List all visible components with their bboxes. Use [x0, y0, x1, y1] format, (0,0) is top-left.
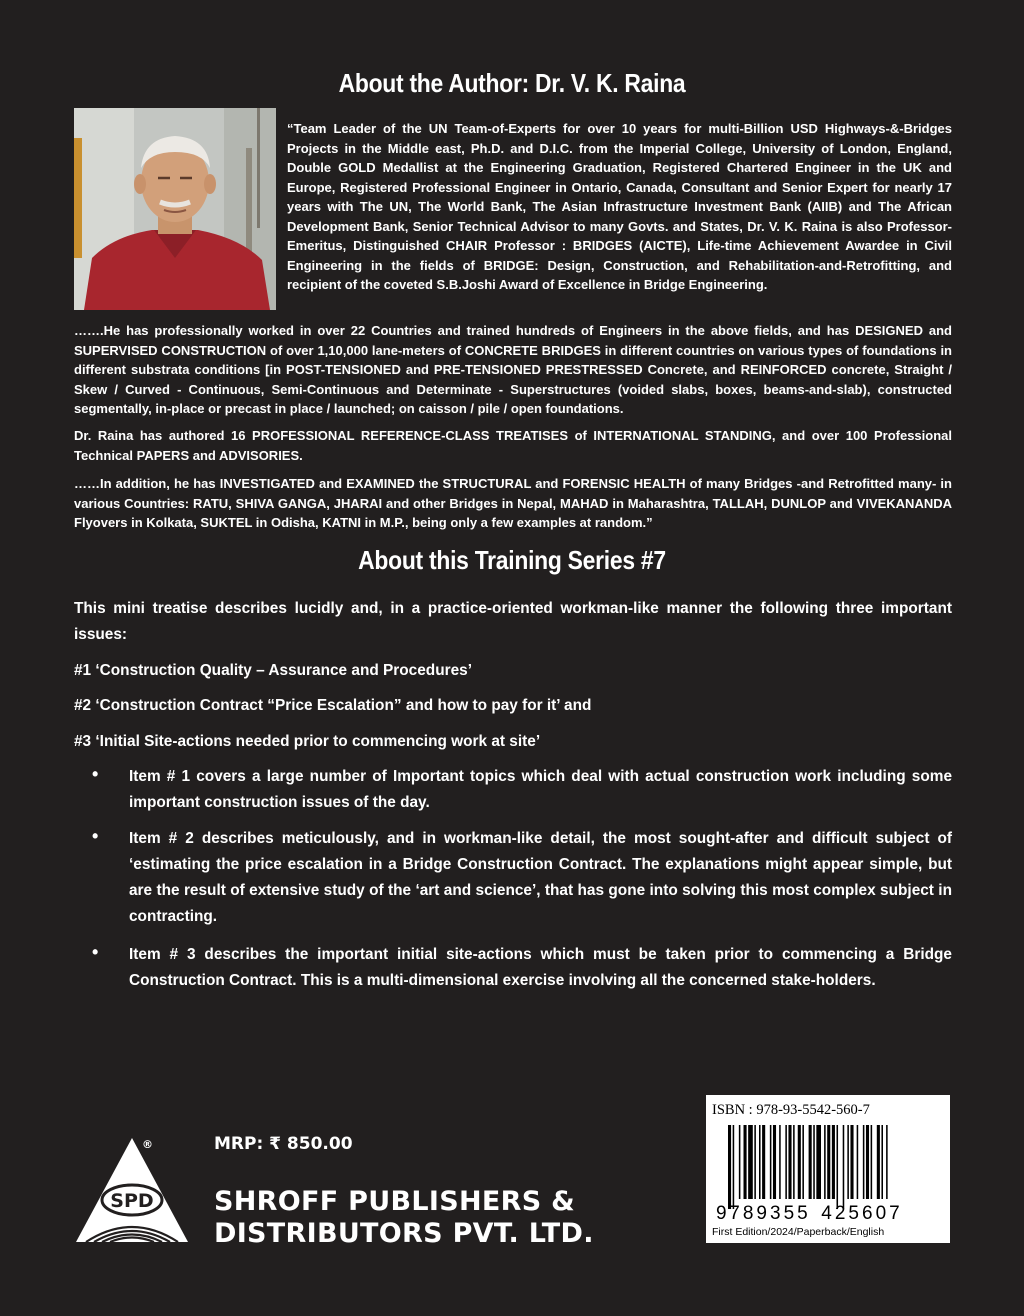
series-intro: This mini treatise describes lucidly and, in a practice-oriented workman-like manner the following three important issues:	[74, 600, 952, 643]
barcode-bar	[866, 1125, 869, 1199]
barcode-bar	[733, 1125, 735, 1209]
author-photo	[74, 108, 276, 310]
author-heading: About the Author: Dr. V. K. Raina	[338, 68, 686, 98]
barcode-bar	[770, 1125, 772, 1199]
barcode-bar	[816, 1125, 821, 1199]
barcode-bar	[779, 1125, 781, 1199]
barcode-bar	[739, 1125, 741, 1199]
spd-logo	[72, 1134, 192, 1246]
barcode-bar	[813, 1125, 815, 1199]
barcode-bar	[754, 1125, 756, 1199]
barcode-digits-left: 789355	[729, 1203, 811, 1224]
spd-logo-icon	[72, 1134, 192, 1246]
barcode-bar	[744, 1125, 747, 1199]
series-bullet-3: Item # 3 describes the important initial site-actions which must be taken prior to commencing a Bridge Construction Contract. This is a multi-dimensional exercise involving all the concerned stake-holders.	[129, 946, 952, 989]
series-bullet-2: Item # 2 describes meticulously, and in workman-like detail, the most sought-after and difficult subject of ‘estimating the price escalation in a Bridge Construction Contract. The explanations might appear simple, but are the result of extensive study of the ‘art and science’, that has gone into solving this most complex subject in contracting.	[129, 830, 952, 925]
series-heading: About this Training Series #7	[358, 545, 666, 575]
publisher-name-line-2: DISTRIBUTORS PVT. LTD.	[214, 1218, 594, 1249]
bullet-marker: •	[92, 826, 99, 846]
barcode-bar	[762, 1125, 765, 1199]
barcode-bar	[843, 1125, 845, 1209]
bio-text-3: Dr. Raina has authored 16 PROFESSIONAL REFERENCE-CLASS TREATISES of INTERNATIONAL STANDING, and over 100 Professional Technical PAPERS and ADVISORIES.	[74, 428, 952, 463]
barcode-bar	[871, 1125, 873, 1199]
publisher-name-line-1: SHROFF PUBLISHERS &	[214, 1186, 575, 1217]
barcode-bar	[827, 1125, 830, 1199]
series-item-2: #2 ‘Construction Contract “Price Escalation” and how to pay for it’ and	[74, 697, 592, 714]
bio-text-2: …….He has professionally worked in over 22 Countries and trained hundreds of Engineers in the above fields, and has DESIGNED and SUPERVISED CONSTRUCTION of over 1,10,000 lane-meters of CONCRETE BRIDGES in different countries on various types of foundations in different substrata conditions [in POST-TENSIONED and PRE-TENSIONED PRESTRESSED Concrete, and REINFORCED concrete, Straight / Skew / Curved - Continuous, Semi-Continuous and Determinate - Superstructures (voided slabs, boxes, beams-and-slab), constructed segmentally, in-place or precast in place / launched; on caisson / pile / open foundations.	[74, 323, 952, 416]
edition-info: First Edition/2024/Paperback/English	[712, 1226, 885, 1238]
barcode-bar	[824, 1125, 826, 1199]
barcode-bar	[773, 1125, 776, 1199]
barcode-bar	[832, 1125, 835, 1199]
barcode-bar	[748, 1125, 753, 1199]
spd-logo-text: SPD	[110, 1190, 154, 1212]
barcode-bar	[863, 1125, 865, 1199]
barcode-bar	[857, 1125, 859, 1199]
barcode-digits-right: 425607	[821, 1203, 903, 1224]
series-item-1: #1 ‘Construction Quality – Assurance and Procedures’	[74, 662, 472, 679]
series-bullet-1: Item # 1 covers a large number of Important topics which deal with actual construction work including some important construction issues of the day.	[129, 768, 952, 811]
barcode-bar	[759, 1125, 761, 1199]
author-bio-paragraph-1	[287, 119, 952, 295]
barcode-bar	[793, 1125, 795, 1199]
author-portrait-illustration	[74, 108, 276, 310]
barcode-bar	[837, 1125, 839, 1209]
author-bio-paragraph-2	[74, 321, 952, 419]
barcode-bars	[728, 1125, 888, 1209]
bio-text-1: “Team Leader of the UN Team-of-Experts for over 10 years for multi-Billion USD Highways-&-Bridges Projects in the Middle east, Ph.D. and D.I.C. from the Imperial College, University of London, England, Double GOLD Medallist at the Engineering Graduation, Registered Chartered Engineer in the UK and Europe, Registered Professional Engineer in Ontario, Canada, Consultant and Senior Expert for nearly 17 years with The UN, The World Bank, The Asian Infrastructure Investment Bank (AIIB) and The African Development Bank, Senior Technical Advisor to many Govts. and States, Dr. V. K. Raina is also Professor-Emeritus, Distinguished CHAIR Professor : BRIDGES (AICTE), Life-time Achievement Awardee in Civil Engineering in the fields of BRIDGE: Design, Construction, and Rehabilitation-and-Retrofitting, and recipient of the coveted S.B.Joshi Award of Excellence in Bridge Engineering.	[287, 121, 952, 292]
barcode-bar	[850, 1125, 853, 1199]
barcode-bar	[798, 1125, 801, 1199]
series-item-3: #3 ‘Initial Site-actions needed prior to commencing work at site’	[74, 733, 541, 750]
bullet-marker: •	[92, 942, 99, 962]
barcode-bar	[802, 1125, 804, 1199]
author-bio-paragraph-4	[74, 474, 952, 533]
barcode-bar	[881, 1125, 883, 1199]
barcode-bar	[785, 1125, 787, 1199]
barcode-bar	[809, 1125, 812, 1199]
barcode-bar	[886, 1125, 888, 1199]
barcode-bar	[788, 1125, 791, 1199]
barcode-graphic	[706, 1095, 950, 1243]
isbn-barcode-box	[706, 1095, 950, 1243]
mrp-price: MRP: ₹ 850.00	[214, 1134, 353, 1154]
isbn-label: ISBN : 978-93-5542-560-7	[712, 1102, 870, 1118]
author-bio-paragraph-3	[74, 426, 952, 465]
barcode-bar	[728, 1125, 731, 1209]
barcode-bar	[877, 1125, 880, 1199]
barcode-bar	[847, 1125, 849, 1199]
bullet-marker: •	[92, 764, 99, 784]
bio-text-4: ……In addition, he has INVESTIGATED and EXAMINED the STRUCTURAL and FORENSIC HEALTH of many Bridges -and Retrofitted many- in various Countries: RATU, SHIVA GANGA, JHARAI and other Bridges in Nepal, MAHAD in Maharashtra, TALLAH, DUNLOP and VIVEKANANDA Flyovers in Kolkata, SUKTEL in Odisha, KATNI in M.P., being only a few examples at random.”	[74, 476, 952, 530]
registered-mark: ®	[142, 1138, 153, 1151]
barcode-digit-lead: 9	[716, 1203, 727, 1224]
